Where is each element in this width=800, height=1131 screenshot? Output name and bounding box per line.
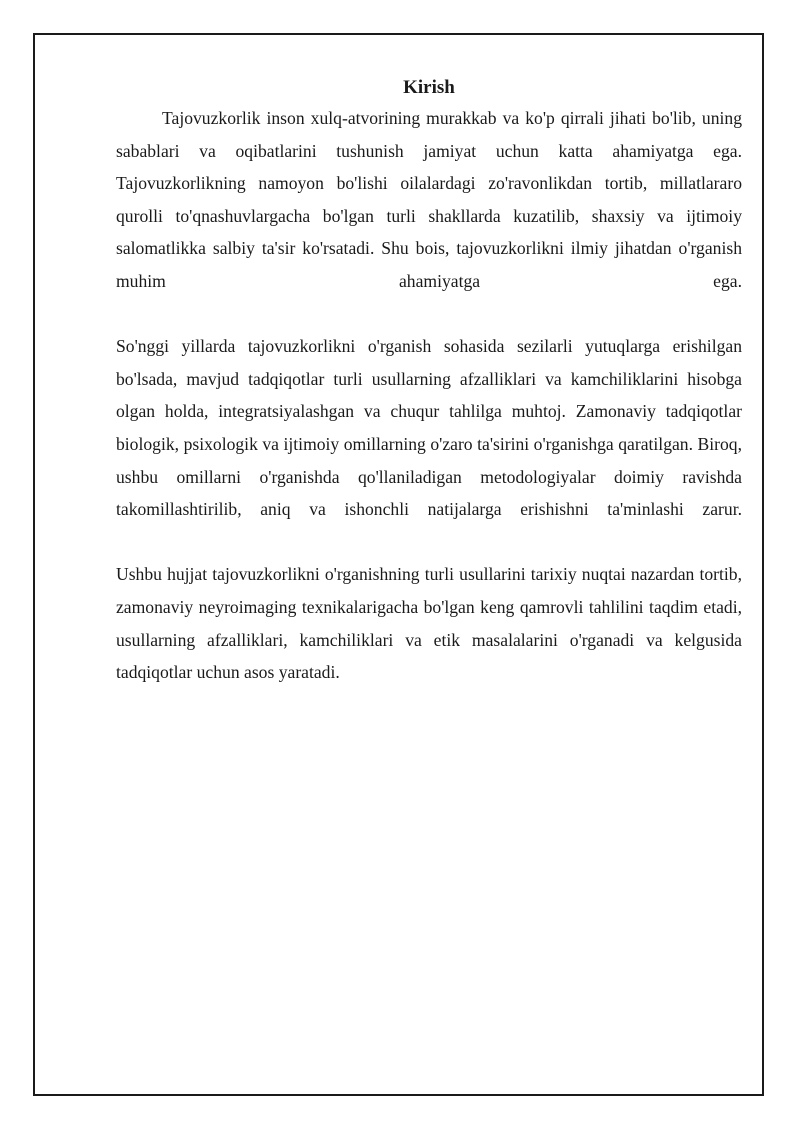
- page-title: Kirish: [403, 77, 455, 98]
- paragraph-purpose: Ushbu hujjat tajovuzkorlikni o'rganishning turli usullarini tarixiy nuqtai nazardan tortib, zamonaviy neyroimaging texnikalarigacha bo'lgan keng qamrovli tahlilini taqdim etadi, usullarning afzalliklari, kamchiliklari va etik masalalarini o'rganadi va kelgusida tadqiqotlar uchun asos yaratadi.: [116, 564, 742, 683]
- paragraph-research: So'nggi yillarda tajovuzkorlikni o'rganish sohasida sezilarli yutuqlarga erishilgan bo'lsada, mavjud tadqiqotlar turli usullarning afzalliklari va kamchiliklarini hisobga olgan holda, integratsiyalashgan va chuqur tahlilga muhtoj. Zamonaviy tadqiqotlar biologik, psixologik va ijtimoiy omillarning o'zaro ta'sirini o'rganishga qaratilgan. Biroq, ushbu omillarni o'rganishda qo'llaniladigan metodologiyalar doimiy ravishda takomillashtirilib, aniq va ishonchli natijalarga erishishni ta'minlashi zarur.: [116, 336, 742, 520]
- paragraph-gap: [116, 526, 742, 559]
- paragraph-intro: Tajovuzkorlik inson xulq-atvorining murakkab va ko'p qirrali jihati bo'lib, uning sabablari va oqibatlarini tushunish jamiyat uchun katta ahamiyatga ega. Tajovuzkorlikning namoyon bo'lishi oilalardagi zo'ravonlikdan tortib, millatlararo qurolli to'qnashuvlargacha bo'lgan turli shakllarda kuzatilib, shaxsiy va ijtimoiy salomatlikka salbiy ta'sir ko'rsatadi. Shu bois, tajovuzkorlikni ilmiy jihatdan o'rganish muhim ahamiyatga ega.: [116, 108, 742, 291]
- paragraph-gap: [116, 298, 742, 331]
- document-body: [116, 74, 742, 689]
